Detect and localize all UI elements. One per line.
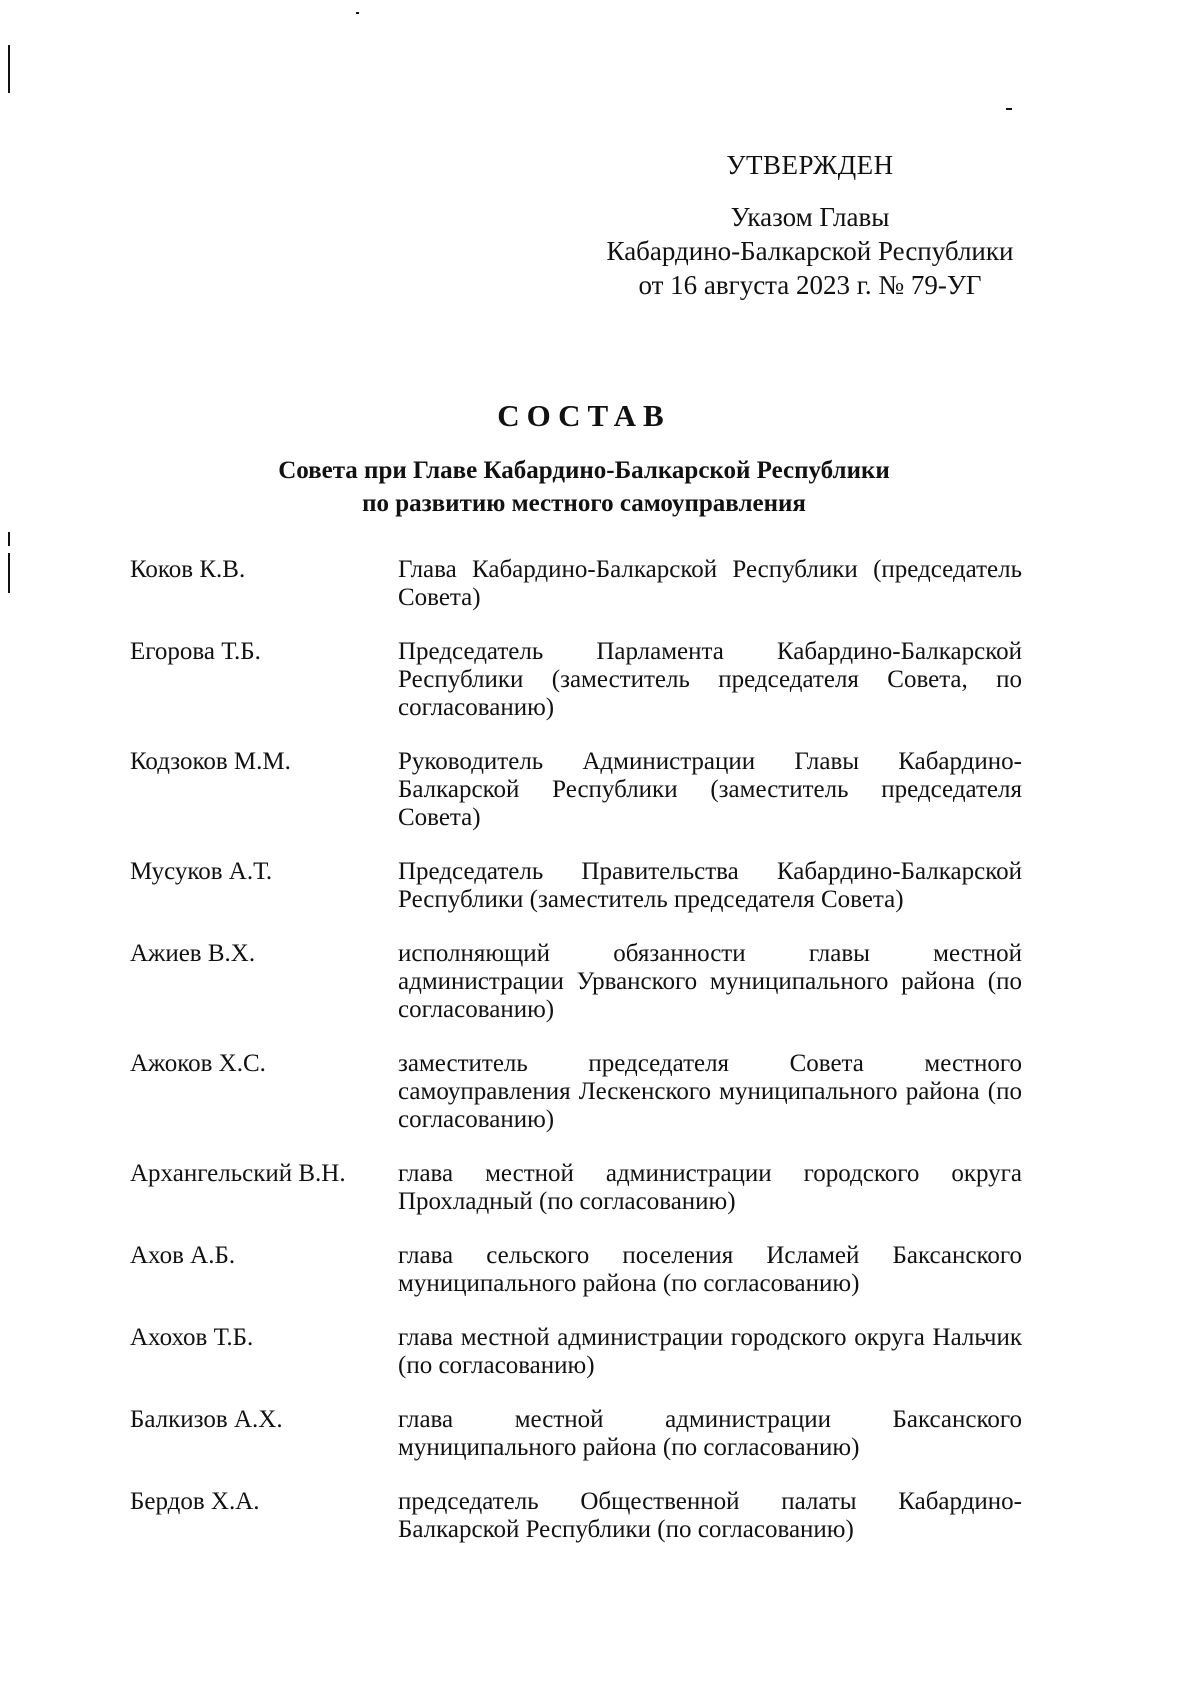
scan-speck bbox=[1006, 108, 1012, 110]
approval-line-decree: Указом Главы bbox=[730, 202, 890, 232]
member-row bbox=[130, 638, 1022, 722]
approval-line-republic: Кабардино-Балкарской Республики bbox=[606, 236, 1014, 266]
member-row bbox=[130, 748, 1022, 832]
member-role: председатель Общественной палаты Кабардино-Балкарской Республики (по согласованию) bbox=[398, 1488, 1022, 1543]
member-role: Руководитель Администрации Главы Кабардино-Балкарской Республики (заместитель председателя Совета) bbox=[398, 748, 1022, 831]
scan-margin-mark bbox=[8, 45, 10, 93]
member-role: глава сельского поселения Исламей Баксанского муниципального района (по согласованию) bbox=[398, 1242, 1022, 1297]
member-name: Ахохов Т.Б. bbox=[130, 1324, 254, 1351]
member-role: глава местной администрации Баксанского муниципального района (по согласованию) bbox=[398, 1406, 1022, 1461]
scan-speck bbox=[356, 12, 359, 14]
member-name: Кодзоков М.М. bbox=[130, 748, 291, 775]
member-role: заместитель председателя Совета местного самоуправления Лескенского муниципального района (по согласованию) bbox=[398, 1050, 1022, 1133]
member-name: Ажоков Х.С. bbox=[130, 1050, 266, 1077]
member-role: Глава Кабардино-Балкарской Республики (председатель Совета) bbox=[398, 556, 1022, 611]
document-subtitle bbox=[0, 454, 1168, 520]
member-name: Егорова Т.Б. bbox=[130, 638, 261, 665]
member-row bbox=[130, 556, 1022, 612]
member-role: Председатель Правительства Кабардино-Балкарской Республики (заместитель председателя Совета) bbox=[398, 858, 1022, 913]
approval-line-date: от 16 августа 2023 г. № 79-УГ bbox=[638, 270, 982, 300]
member-row bbox=[130, 858, 1022, 914]
member-name: Бердов Х.А. bbox=[130, 1488, 260, 1515]
member-role: глава местной администрации городского округа Нальчик (по согласованию) bbox=[398, 1324, 1022, 1379]
members-list bbox=[130, 556, 1022, 1566]
scan-margin-mark bbox=[8, 532, 10, 546]
member-row bbox=[130, 940, 1022, 1024]
member-row bbox=[130, 1242, 1022, 1298]
member-row bbox=[130, 1324, 1022, 1380]
member-role: глава местной администрации городского округа Прохладный (по согласованию) bbox=[398, 1160, 1022, 1215]
member-role: Председатель Парламента Кабардино-Балкарской Республики (заместитель председателя Совета, по согласованию) bbox=[398, 638, 1022, 721]
member-row bbox=[130, 1406, 1022, 1462]
scan-margin-mark bbox=[8, 553, 10, 593]
subtitle-line-2: по развитию местного самоуправления bbox=[362, 490, 806, 517]
member-name: Архангельский В.Н. bbox=[130, 1160, 346, 1187]
member-role: исполняющий обязанности главы местной администрации Урванского муниципального района (по согласованию) bbox=[398, 940, 1022, 1023]
member-row bbox=[130, 1160, 1022, 1216]
member-name: Балкизов А.Х. bbox=[130, 1406, 283, 1433]
member-name: Коков К.В. bbox=[130, 556, 246, 583]
approved-heading: УТВЕРЖДЕН bbox=[726, 150, 894, 180]
member-name: Ажиев В.Х. bbox=[130, 940, 256, 967]
member-row bbox=[130, 1488, 1022, 1544]
subtitle-line-1: Совета при Главе Кабардино-Балкарской Республики bbox=[278, 457, 890, 484]
approval-stamp-block bbox=[580, 148, 1040, 302]
document-title: СОСТАВ bbox=[497, 398, 671, 433]
member-name: Ахов А.Б. bbox=[130, 1242, 236, 1269]
member-row bbox=[130, 1050, 1022, 1134]
member-name: Мусуков А.Т. bbox=[130, 858, 273, 885]
